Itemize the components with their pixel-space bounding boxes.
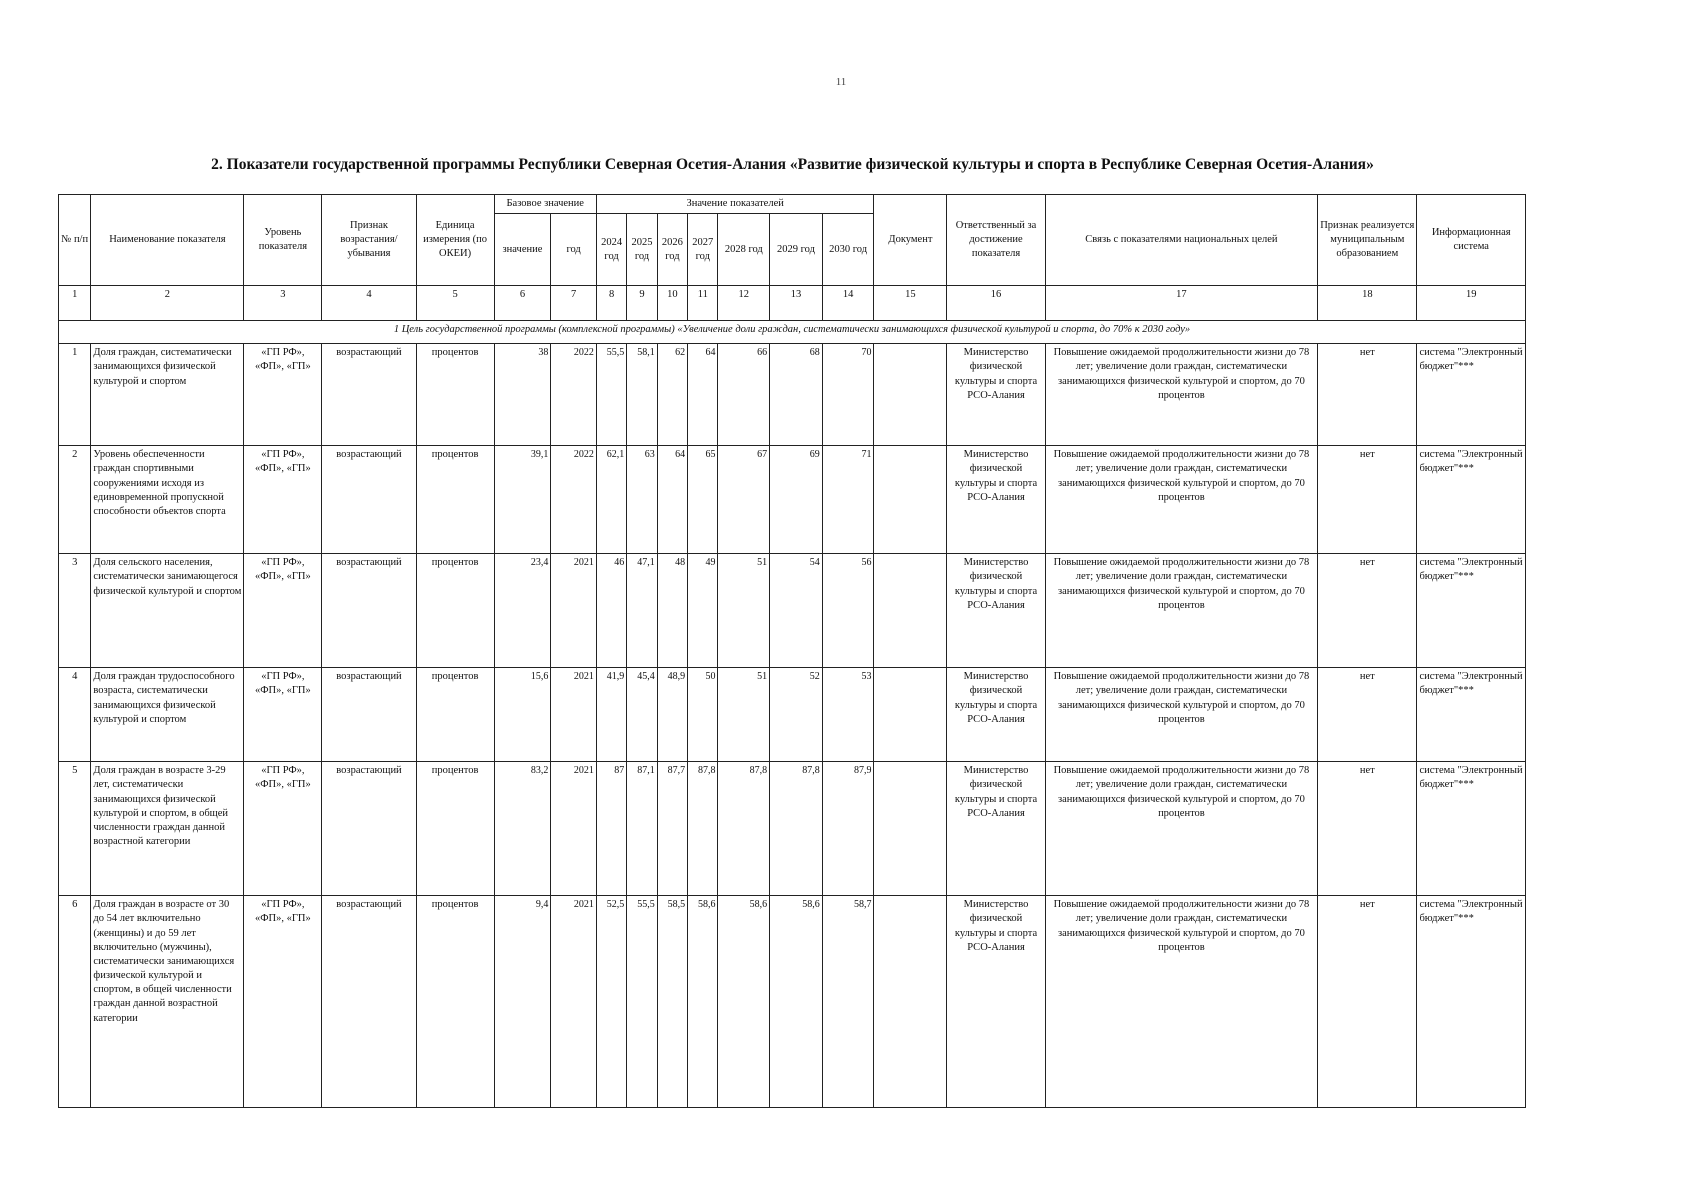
year-value: 58,6	[688, 896, 718, 1108]
header-year-2027: 2027 год	[688, 214, 718, 286]
national-goal-link: Повышение ожидаемой продолжительности жизни до 78 лет; увеличение доли граждан, систематически занимающихся физической культурой и спортом, до 70 процентов	[1045, 762, 1318, 896]
year-value: 47,1	[627, 554, 657, 668]
col-number: 2	[91, 286, 244, 321]
row-number: 2	[59, 446, 91, 554]
document-cell	[874, 446, 947, 554]
header-year-2026: 2026 год	[657, 214, 687, 286]
document-cell	[874, 762, 947, 896]
document-cell	[874, 344, 947, 446]
header-link: Связь с показателями национальных целей	[1045, 195, 1318, 286]
year-value: 71	[822, 446, 874, 554]
indicator-unit: процентов	[416, 762, 494, 896]
header-trend: Признак возрастания/ убывания	[322, 195, 416, 286]
year-value: 51	[718, 668, 770, 762]
col-number: 4	[322, 286, 416, 321]
col-number: 17	[1045, 286, 1318, 321]
info-system: система "Электронный бюджет"***	[1417, 344, 1526, 446]
header-base-value: значение	[494, 214, 551, 286]
indicator-trend: возрастающий	[322, 554, 416, 668]
responsible-cell: Министерство физической культуры и спорта РСО-Алания	[947, 668, 1045, 762]
column-numbers-row	[59, 286, 1526, 321]
base-year: 2022	[551, 446, 597, 554]
col-number: 18	[1318, 286, 1417, 321]
info-system: система "Электронный бюджет"***	[1417, 446, 1526, 554]
year-value: 55,5	[596, 344, 626, 446]
year-value: 54	[770, 554, 823, 668]
col-number: 7	[551, 286, 597, 321]
indicator-level: «ГП РФ», «ФП», «ГП»	[244, 344, 322, 446]
header-year-2028: 2028 год	[718, 214, 770, 286]
base-year: 2021	[551, 554, 597, 668]
year-value: 63	[627, 446, 657, 554]
year-value: 49	[688, 554, 718, 668]
table-row	[59, 896, 1526, 1108]
indicator-level: «ГП РФ», «ФП», «ГП»	[244, 896, 322, 1108]
table-row	[59, 554, 1526, 668]
year-value: 67	[718, 446, 770, 554]
row-number: 3	[59, 554, 91, 668]
indicator-unit: процентов	[416, 896, 494, 1108]
indicator-unit: процентов	[416, 446, 494, 554]
header-values-group: Значение показателей	[596, 195, 874, 214]
year-value: 64	[688, 344, 718, 446]
col-number: 6	[494, 286, 551, 321]
year-value: 58,1	[627, 344, 657, 446]
municipal-flag: нет	[1318, 668, 1417, 762]
year-value: 87,7	[657, 762, 687, 896]
table-row	[59, 762, 1526, 896]
year-value: 64	[657, 446, 687, 554]
col-number: 8	[596, 286, 626, 321]
year-value: 58,7	[822, 896, 874, 1108]
goal-text: 1 Цель государственной программы (комплексной программы) «Увеличение доли граждан, систематически занимающихся физической культурой и спорта, до 70% к 2030 году»	[59, 321, 1526, 344]
row-number: 4	[59, 668, 91, 762]
col-number: 16	[947, 286, 1045, 321]
indicator-name: Доля граждан, систематически занимающихся физической культурой и спортом	[91, 344, 244, 446]
indicator-trend: возрастающий	[322, 446, 416, 554]
base-year: 2022	[551, 344, 597, 446]
responsible-cell: Министерство физической культуры и спорта РСО-Алания	[947, 344, 1045, 446]
municipal-flag: нет	[1318, 554, 1417, 668]
header-base-group: Базовое значение	[494, 195, 596, 214]
goal-row	[59, 321, 1526, 344]
year-value: 48	[657, 554, 687, 668]
year-value: 56	[822, 554, 874, 668]
table-row	[59, 668, 1526, 762]
national-goal-link: Повышение ожидаемой продолжительности жизни до 78 лет; увеличение доли граждан, систематически занимающихся физической культурой и спортом, до 70 процентов	[1045, 554, 1318, 668]
municipal-flag: нет	[1318, 446, 1417, 554]
base-value: 15,6	[494, 668, 551, 762]
header-info-system: Информационная система	[1417, 195, 1526, 286]
responsible-cell: Министерство физической культуры и спорта РСО-Алания	[947, 554, 1045, 668]
year-value: 62	[657, 344, 687, 446]
base-value: 39,1	[494, 446, 551, 554]
indicator-unit: процентов	[416, 668, 494, 762]
year-value: 58,6	[770, 896, 823, 1108]
col-number: 15	[874, 286, 947, 321]
national-goal-link: Повышение ожидаемой продолжительности жизни до 78 лет; увеличение доли граждан, систематически занимающихся физической культурой и спортом, до 70 процентов	[1045, 896, 1318, 1108]
table-row	[59, 446, 1526, 554]
year-value: 70	[822, 344, 874, 446]
year-value: 50	[688, 668, 718, 762]
col-number: 14	[822, 286, 874, 321]
year-value: 41,9	[596, 668, 626, 762]
info-system: система "Электронный бюджет"***	[1417, 668, 1526, 762]
indicator-level: «ГП РФ», «ФП», «ГП»	[244, 554, 322, 668]
row-number: 6	[59, 896, 91, 1108]
col-number: 1	[59, 286, 91, 321]
base-year: 2021	[551, 668, 597, 762]
year-value: 87,8	[718, 762, 770, 896]
municipal-flag: нет	[1318, 344, 1417, 446]
national-goal-link: Повышение ожидаемой продолжительности жизни до 78 лет; увеличение доли граждан, систематически занимающихся физической культурой и спортом, до 70 процентов	[1045, 446, 1318, 554]
indicator-trend: возрастающий	[322, 344, 416, 446]
indicators-table	[58, 194, 1526, 1108]
base-value: 23,4	[494, 554, 551, 668]
responsible-cell: Министерство физической культуры и спорта РСО-Алания	[947, 762, 1045, 896]
indicator-name: Доля сельского населения, систематически занимающегося физической культурой и спортом	[91, 554, 244, 668]
info-system: система "Электронный бюджет"***	[1417, 896, 1526, 1108]
header-base-year: год	[551, 214, 597, 286]
year-value: 87,1	[627, 762, 657, 896]
document-cell	[874, 668, 947, 762]
year-value: 48,9	[657, 668, 687, 762]
year-value: 68	[770, 344, 823, 446]
base-year: 2021	[551, 762, 597, 896]
header-num: № п/п	[59, 195, 91, 286]
indicator-level: «ГП РФ», «ФП», «ГП»	[244, 762, 322, 896]
col-number: 3	[244, 286, 322, 321]
year-value: 46	[596, 554, 626, 668]
indicator-name: Доля граждан в возрасте 3-29 лет, систематически занимающихся физической культурой и спортом, в общей численности граждан данной возрастной категории	[91, 762, 244, 896]
col-number: 12	[718, 286, 770, 321]
header-year-2025: 2025 год	[627, 214, 657, 286]
row-number: 5	[59, 762, 91, 896]
indicator-trend: возрастающий	[322, 668, 416, 762]
base-year: 2021	[551, 896, 597, 1108]
indicator-name: Доля граждан трудоспособного возраста, систематически занимающихся физической культурой и спортом	[91, 668, 244, 762]
header-unit: Единица измерения (по ОКЕИ)	[416, 195, 494, 286]
document-title: 2. Показатели государственной программы Республики Северная Осетия-Алания «Развитие физической культуры и спорта в Республике Северная Осетия-Алания»	[211, 156, 1374, 173]
municipal-flag: нет	[1318, 762, 1417, 896]
national-goal-link: Повышение ожидаемой продолжительности жизни до 78 лет; увеличение доли граждан, систематически занимающихся физической культурой и спортом, до 70 процентов	[1045, 668, 1318, 762]
header-level: Уровень показателя	[244, 195, 322, 286]
indicator-trend: возрастающий	[322, 762, 416, 896]
header-municipal: Признак реализуется муниципальным образованием	[1318, 195, 1417, 286]
year-value: 87	[596, 762, 626, 896]
row-number: 1	[59, 344, 91, 446]
base-value: 83,2	[494, 762, 551, 896]
year-value: 62,1	[596, 446, 626, 554]
indicator-trend: возрастающий	[322, 896, 416, 1108]
header-document: Документ	[874, 195, 947, 286]
info-system: система "Электронный бюджет"***	[1417, 554, 1526, 668]
header-year-2024: 2024 год	[596, 214, 626, 286]
page-number: 11	[835, 76, 847, 88]
responsible-cell: Министерство физической культуры и спорта РСО-Алания	[947, 896, 1045, 1108]
indicator-unit: процентов	[416, 554, 494, 668]
info-system: система "Электронный бюджет"***	[1417, 762, 1526, 896]
document-cell	[874, 554, 947, 668]
year-value: 65	[688, 446, 718, 554]
year-value: 45,4	[627, 668, 657, 762]
year-value: 58,6	[718, 896, 770, 1108]
municipal-flag: нет	[1318, 896, 1417, 1108]
year-value: 53	[822, 668, 874, 762]
year-value: 87,8	[770, 762, 823, 896]
header-year-2029: 2029 год	[770, 214, 823, 286]
base-value: 9,4	[494, 896, 551, 1108]
table-row	[59, 344, 1526, 446]
indicator-unit: процентов	[416, 344, 494, 446]
indicator-level: «ГП РФ», «ФП», «ГП»	[244, 446, 322, 554]
year-value: 52,5	[596, 896, 626, 1108]
year-value: 87,8	[688, 762, 718, 896]
col-number: 9	[627, 286, 657, 321]
year-value: 58,5	[657, 896, 687, 1108]
document-cell	[874, 896, 947, 1108]
year-value: 69	[770, 446, 823, 554]
header-name: Наименование показателя	[91, 195, 244, 286]
year-value: 87,9	[822, 762, 874, 896]
base-value: 38	[494, 344, 551, 446]
year-value: 55,5	[627, 896, 657, 1108]
national-goal-link: Повышение ожидаемой продолжительности жизни до 78 лет; увеличение доли граждан, систематически занимающихся физической культурой и спортом, до 70 процентов	[1045, 344, 1318, 446]
header-year-2030: 2030 год	[822, 214, 874, 286]
indicator-level: «ГП РФ», «ФП», «ГП»	[244, 668, 322, 762]
year-value: 52	[770, 668, 823, 762]
year-value: 66	[718, 344, 770, 446]
col-number: 13	[770, 286, 823, 321]
header-responsible: Ответственный за достижение показателя	[947, 195, 1045, 286]
responsible-cell: Министерство физической культуры и спорта РСО-Алания	[947, 446, 1045, 554]
col-number: 19	[1417, 286, 1526, 321]
col-number: 10	[657, 286, 687, 321]
col-number: 5	[416, 286, 494, 321]
indicator-name: Доля граждан в возрасте от 30 до 54 лет включительно (женщины) и до 59 лет включительно (мужчины), систематически занимающихся физической культурой и спортом, в общей численности граждан данной возрастной категории	[91, 896, 244, 1108]
col-number: 11	[688, 286, 718, 321]
indicator-name: Уровень обеспеченности граждан спортивными сооружениями исходя из единовременной пропускной способности объектов спорта	[91, 446, 244, 554]
year-value: 51	[718, 554, 770, 668]
